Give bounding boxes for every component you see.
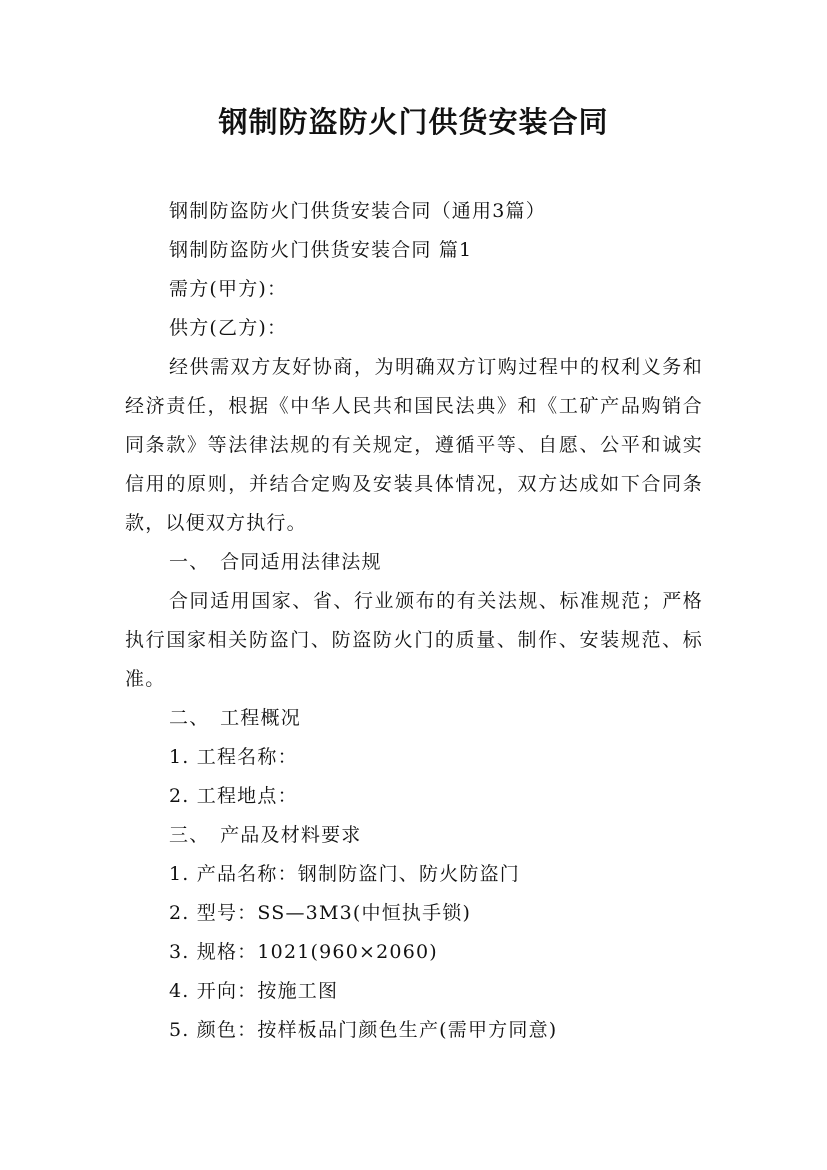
body-line: 需方(甲方)： xyxy=(169,278,288,300)
document-body xyxy=(125,192,703,1050)
body-line: 一、 合同适用法律法规 xyxy=(169,551,382,573)
body-line: 钢制防盗防火门供货安装合同 篇1 xyxy=(169,239,473,261)
body-line: 1. 产品名称：钢制防盗门、防火防盗门 xyxy=(169,863,520,885)
body-line: 钢制防盗防火门供货安装合同（通用3篇） xyxy=(169,200,546,222)
body-line: 2. 型号：SS—3M3(中恒执手锁) xyxy=(169,902,472,924)
body-paragraph: 经供需双方友好协商，为明确双方订购过程中的权利义务和经济责任，根据《中华人民共和国民法典》和《工矿产品购销合同条款》等法律法规的有关规定，遵循平等、自愿、公平和诚实信用的原则，并结合定购及安装具体情况，双方达成如下合同条款，以便双方执行。 xyxy=(125,356,703,534)
body-line: 4. 开向：按施工图 xyxy=(169,980,339,1002)
body-line: 2. 工程地点： xyxy=(169,785,298,807)
body-paragraph: 合同适用国家、省、行业颁布的有关法规、标准规范；严格执行国家相关防盗门、防盗防火门的质量、制作、安装规范、标准。 xyxy=(125,590,703,690)
body-line: 3. 规格：1021(960×2060) xyxy=(169,941,438,963)
body-line: 三、 产品及材料要求 xyxy=(169,824,362,846)
body-line: 1. 工程名称： xyxy=(169,746,298,768)
body-line: 供方(乙方)： xyxy=(169,317,288,339)
body-line: 二、 工程概况 xyxy=(169,707,301,729)
document-title: 钢制防盗防火门供货安装合同 xyxy=(218,105,609,139)
body-line: 5. 颜色：按样板品门颜色生产(需甲方同意) xyxy=(169,1019,558,1041)
